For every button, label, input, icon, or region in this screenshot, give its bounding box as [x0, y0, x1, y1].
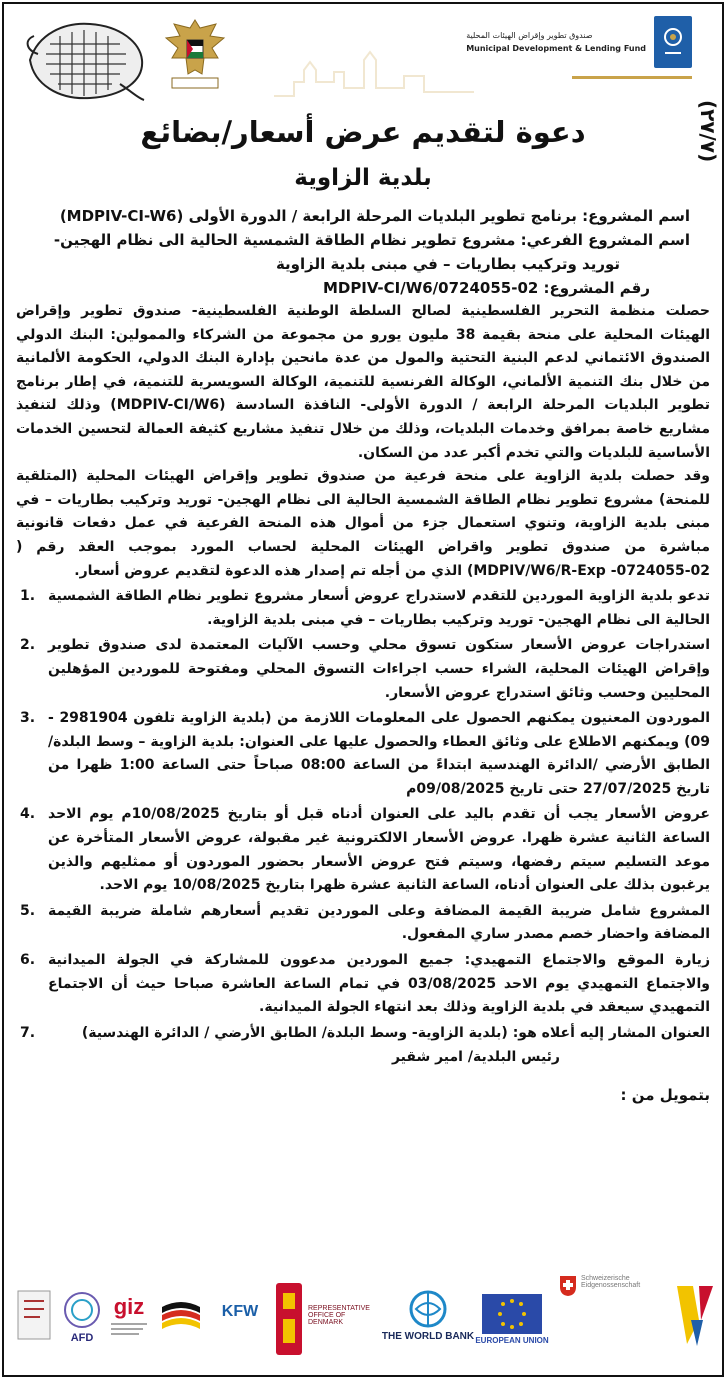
project-number: رقم المشروع: MDPIV-CI/W6/0724055-02 [322, 279, 650, 297]
denmark-office-logo [308, 1287, 384, 1341]
mdlf-name-arabic: صندوق تطوير وإقراض الهيئات المحلية [466, 31, 593, 40]
signature: رئيس البلدية/ امير شقير [391, 1049, 560, 1066]
kfw-label: KFW [221, 1303, 259, 1320]
intro-paragraph: حصلت منظمة التحرير الفلسطينية لصالح السلطة الوطنية الفلسطينية- صندوق تطوير وإقراض الهيئات المحلية على منحة بقيمة 38 مليون يورو من مجموعة من الشركاء والممولين: البنك الدولي الصندوق الائتماني لدعم البنية التحتية والمول من عدة مانحين بإدارة البنك الدولي، الحكومة الألمانية من خلال بنك التنمية الألماني، الوكالة الفرنسية للتنمية، الوكالة السويسرية للتنمية، في إطار برنامج تطوير البلديات المرحلة الرابعة / الدورة الأولى- النافذة السادسة (MDPIV-CI/W6) وذلك لتنفيذ مشاريع خاصة بمرافق وخدمات البلديات، وذلك من خلال تنفيذ مشاريع كثيفة العمالة لتحسين الخدمات الأساسية للبلديات والتي تخدم أكبر عدد من السكان. [16, 303, 711, 461]
content [4, 112, 722, 1106]
afd-logo [62, 1287, 102, 1347]
subproject-name-cont: توريد وتركيب بطاريات – في مبنى بلدية الزاوية [275, 255, 620, 273]
list-item-text: استدراجات عروض الأسعار ستكون تسوق محلي وحسب الآليات المعتمدة لدى صندوق تطوير وإقراض الهيئات المحلية، الشراء حسب اجراءات التسوق المحلي ومفتوحة للموردين المؤهلين المحليين وحسب وثائق استدراج عروض الأسعار. [48, 637, 710, 701]
list-item [16, 1022, 710, 1046]
list-item-number: 4. [20, 806, 36, 823]
municipality-name: بلدية الزاوية [294, 165, 432, 191]
list-item [16, 803, 710, 897]
mdlf-name-english: Municipal Development & Lending Fund [466, 44, 646, 53]
reference-number: (٢٧/٧) [696, 100, 720, 163]
list-item [16, 949, 710, 1020]
list-item-number: 2. [20, 637, 36, 654]
palestinian-eagle-emblem [160, 14, 230, 96]
giz-logo [106, 1283, 152, 1345]
header [4, 4, 722, 112]
list-item [16, 585, 710, 632]
kfw-logo [212, 1291, 268, 1331]
afd-label: AFD [70, 1332, 94, 1344]
list-item-text: العنوان المشار إليه أعلاه هو: (بلدية الزاوية- وسط البلدة/ الطابق الأرضي / الدائرة الهندسية) [81, 1024, 710, 1041]
skyline-watermark [274, 42, 474, 98]
list-item-number: 6. [20, 952, 36, 969]
funder-logos [4, 1265, 722, 1375]
project-name: اسم المشروع: برنامج تطوير البلديات المرحلة الرابعة / الدورة الأولى (MDPIV-CI-W6) [59, 207, 690, 225]
list-item-text: تدعو بلدية الزاوية الموردين للتقدم لاستدراج عروض أسعار مشروع تطوير نظام الطاقة الشمسية الحالية الى نظام الهجين- توريد وتركيب بطاريات – في مبنى بلدية الزاوية. [48, 588, 710, 628]
mdlf-underline [572, 76, 692, 79]
swiss-label: Schweizerische Eidgenossenschaft [581, 1275, 641, 1289]
list-item-text: عروض الأسعار يجب أن تقدم باليد على العنوان أدناه قبل أو بتاريخ 10/08/2025م يوم الاحد الساعة الثانية عشرة ظهرا. عروض الأسعار الالكترونية غير مقبولة، عروض الأسعار المتأخرة عن موعد التسليم سيتم رفضها، وسيتم فتح عروض الأسعار بحضور الموردون أو ممثليهم والذين يرغبون بذلك على العنوان أدناه، الساعة الثانية عشرة ظهرا بتاريخ 10/08/2025 يوم الاحد. [48, 806, 710, 894]
mdlf-text [466, 29, 646, 55]
world-bank-label: THE WORLD BANK [381, 1330, 475, 1342]
list-item-number: 1. [20, 588, 36, 605]
list-item-number: 7. [20, 1024, 36, 1041]
grant-paragraph: وقد حصلت بلدية الزاوية على منحة فرعية من صندوق تطوير وإقراض الهيئات المحلية (المتلقية للمنحة) مشروع تطوير نظام الطاقة الشمسية الحالية الى نظام الهجين- توريد وتركيب بطاريات – في مبنى بلدية الزاوية، وتنوي استعمال جزء من أموال هذه المنحة الفرعية في عمل دفعات قانونية مباشرة من صندوق تطوير واقراض الهيئات المحلية لحساب المورد بموجب العقد رقم ( MDPIV/W6/R-Exp -0724055-02) الذي من أجله تم إصدار هذه الدعوة لتقديم عروض أسعار. [16, 468, 710, 579]
misc-logo [14, 1285, 54, 1345]
mdlf-icon [654, 16, 692, 68]
subproject-name: اسم المشروع الفرعي: مشروع تطوير نظام الطاقة الشمسية الحالية الى نظام الهجين- [53, 231, 690, 249]
list-item [16, 634, 710, 705]
world-bank-logo [382, 1275, 474, 1355]
denmark-label: REPRESENTATIVE OFFICE OF DENMARK [308, 1304, 370, 1326]
list-item-text: المشروع شامل ضريبة القيمة المضافة وعلى الموردين تقديم أسعارهم شاملة ضريبة القيمة المضافة واحضار خصم مصدر ساري المفعول. [48, 902, 710, 943]
advertisement-page [2, 2, 724, 1377]
denmark-crest-logo [272, 1277, 306, 1361]
list-item-number: 3. [20, 710, 36, 727]
funding-label: بتمويل من : [620, 1086, 710, 1105]
german-cooperation-logo [156, 1285, 206, 1347]
list-item [16, 900, 710, 947]
list-item-number: 5. [20, 902, 36, 919]
list-item-text: الموردون المعنيون يمكنهم الحصول على المعلومات اللازمة من (بلدية الزاوية تلفون 2981904 - 09) ويمكنهم الاطلاع على وثائق العطاء والحصول عليها على العنوان: بلدية الزاوية – وسط البلدة/ الطابق الأرضي /الدائرة الهندسية ابتداءً من الساعة 08:00 صباحاً حتى الساعة 1:00 ظهرا من تاريخ 27/07/2025 حتى تاريخ 09/08/2025م [48, 710, 711, 797]
partner-emblem-logo [672, 1275, 718, 1355]
list-item-text: زيارة الموقع والاجتماع التمهيدي: جميع الموردين مدعوون للمشاركة في الجولة الميدانية والاجتماع التمهيدي يوم الاحد 03/08/2025 في تمام الساعة العاشرة صباحا حيث أن الاجتماع التمهيدي سيعقد في بلدية الزاوية وذلك بعد انتهاء الجولة الميدانية. [48, 952, 710, 1016]
giz-label: giz [113, 1294, 145, 1319]
eu-flag-logo [475, 1279, 549, 1359]
eu-label: EUROPEAN UNION [475, 1335, 549, 1345]
page-title: دعوة لتقديم عرض أسعار/بضائع [140, 115, 586, 149]
mdlf-logo [466, 16, 692, 68]
municipality-logo [20, 14, 148, 102]
swiss-logo [554, 1275, 666, 1355]
list-item [16, 707, 710, 801]
project-info [16, 204, 710, 300]
terms-list [16, 585, 710, 1045]
